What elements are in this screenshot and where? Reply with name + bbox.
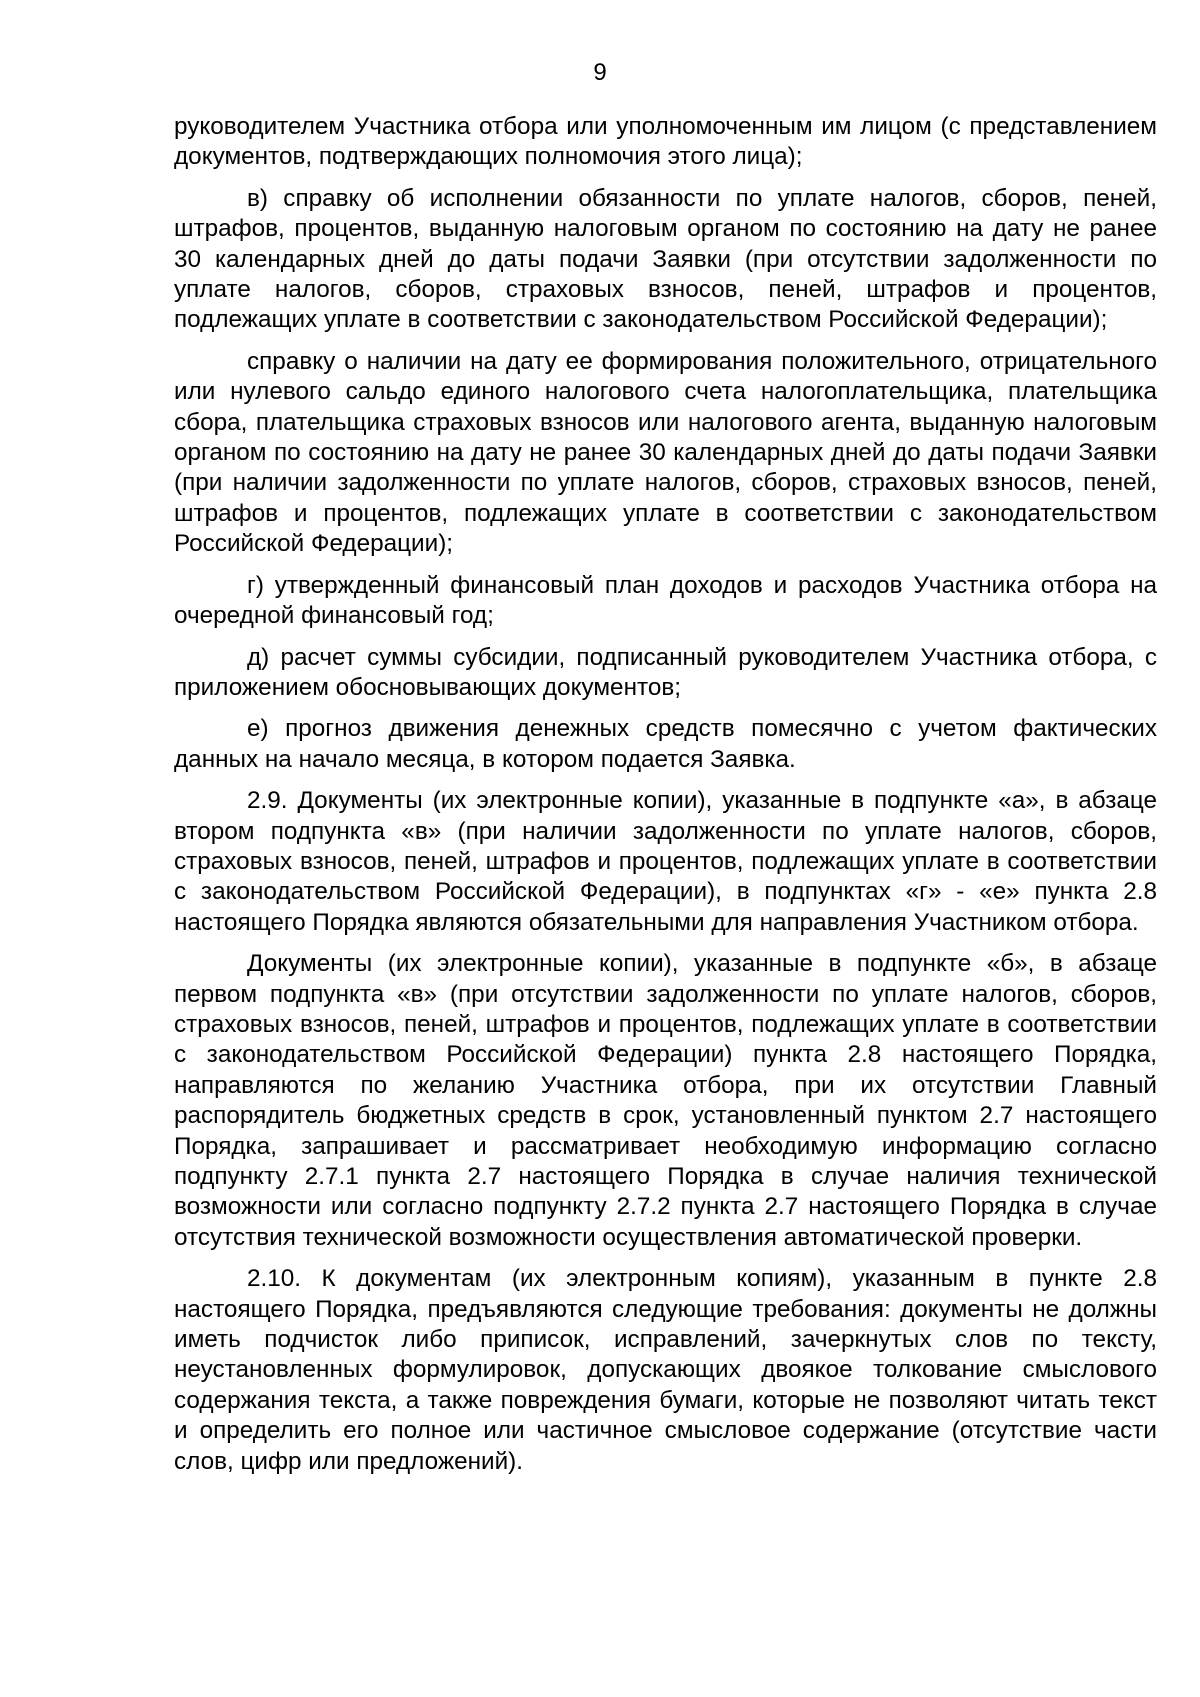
paragraph-section-2-9-optional: Документы (их электронные копии), указанные в подпункте «б», в абзаце первом подпункта «в» (при отсутствии задолженности по уплате налогов, сборов, страховых взносов, пеней, штрафов и процентов, подлежащих уплате в соответствии с законодательством Российской Федерации) пункта 2.8 настоящего Порядка, направляются по желанию Участника отбора, при их отсутствии Главный распорядитель бюджетных средств в срок, установленный пунктом 2.7 настоящего Порядка, запрашивает и рассматривает необходимую информацию согласно подпункту 2.7.1 пункта 2.7 настоящего Порядка в случае наличия технической возможности или согласно подпункту 2.7.2 пункта 2.7 настоящего Порядка в случае отсутствия технической возможности осуществления автоматической проверки. <box>174 950 1157 1251</box>
paragraph-section-2-10: 2.10. К документам (их электронным копиям), указанным в пункте 2.8 настоящего Порядка, предъявляются следующие требования: документы не должны иметь подчисток либо приписок, исправлений, зачеркнутых слов по тексту, неустановленных формулировок, допускающих двоякое толкование смыслового содержания текста, а также повреждения бумаги, которые не позволяют читать текст и определить его полное или частичное смысловое содержание (отсутствие части слов, цифр или предложений). <box>174 1265 1157 1475</box>
paragraph-item-g: г) утвержденный финансовый план доходов и расходов Участника отбора на очередной финансовый год; <box>174 571 1157 630</box>
paragraph-item-v-balance: справку о наличии на дату ее формирования положительного, отрицательного или нулевого сальдо единого налогового счета налогоплательщика, плательщика сбора, плательщика страховых взносов или налогового агента, выданную налоговым органом по состоянию на дату не ранее 30 календарных дней до даты подачи Заявки (при наличии задолженности по уплате налогов, сборов, страховых взносов, пеней, штрафов и процентов, подлежащих уплате в соответствии с законодательством Российской Федерации); <box>174 347 1157 558</box>
paragraph-item-d: д) расчет суммы субсидии, подписанный руководителем Участника отбора, с приложением обосновывающих документов; <box>174 643 1157 701</box>
document-body <box>174 112 1157 1488</box>
page-number: 9 <box>593 59 607 86</box>
paragraph-item-v: в) справку об исполнении обязанности по уплате налогов, сборов, пеней, штрафов, процентов, выданную налоговым органом по состоянию на дату не ранее 30 календарных дней до даты подачи Заявки (при отсутствии задолженности по уплате налогов, сборов, страховых взносов, пеней, штрафов и процентов, подлежащих уплате в соответствии с законодательством Российской Федерации); <box>174 184 1157 334</box>
paragraph-section-2-9: 2.9. Документы (их электронные копии), указанные в подпункте «а», в абзаце втором подпункта «в» (при наличии задолженности по уплате налогов, сборов, страховых взносов, пеней, штрафов и процентов, подлежащих уплате в соответствии с законодательством Российской Федерации), в подпунктах «г» - «е» пункта 2.8 настоящего Порядка являются обязательными для направления Участником отбора. <box>174 787 1157 936</box>
paragraph-item-e: е) прогноз движения денежных средств помесячно с учетом фактических данных на начало месяца, в котором подается Заявка. <box>174 715 1157 773</box>
paragraph-continuation: руководителем Участника отбора или уполномоченным им лицом (с представлением документов, подтверждающих полномочия этого лица); <box>174 113 1157 171</box>
